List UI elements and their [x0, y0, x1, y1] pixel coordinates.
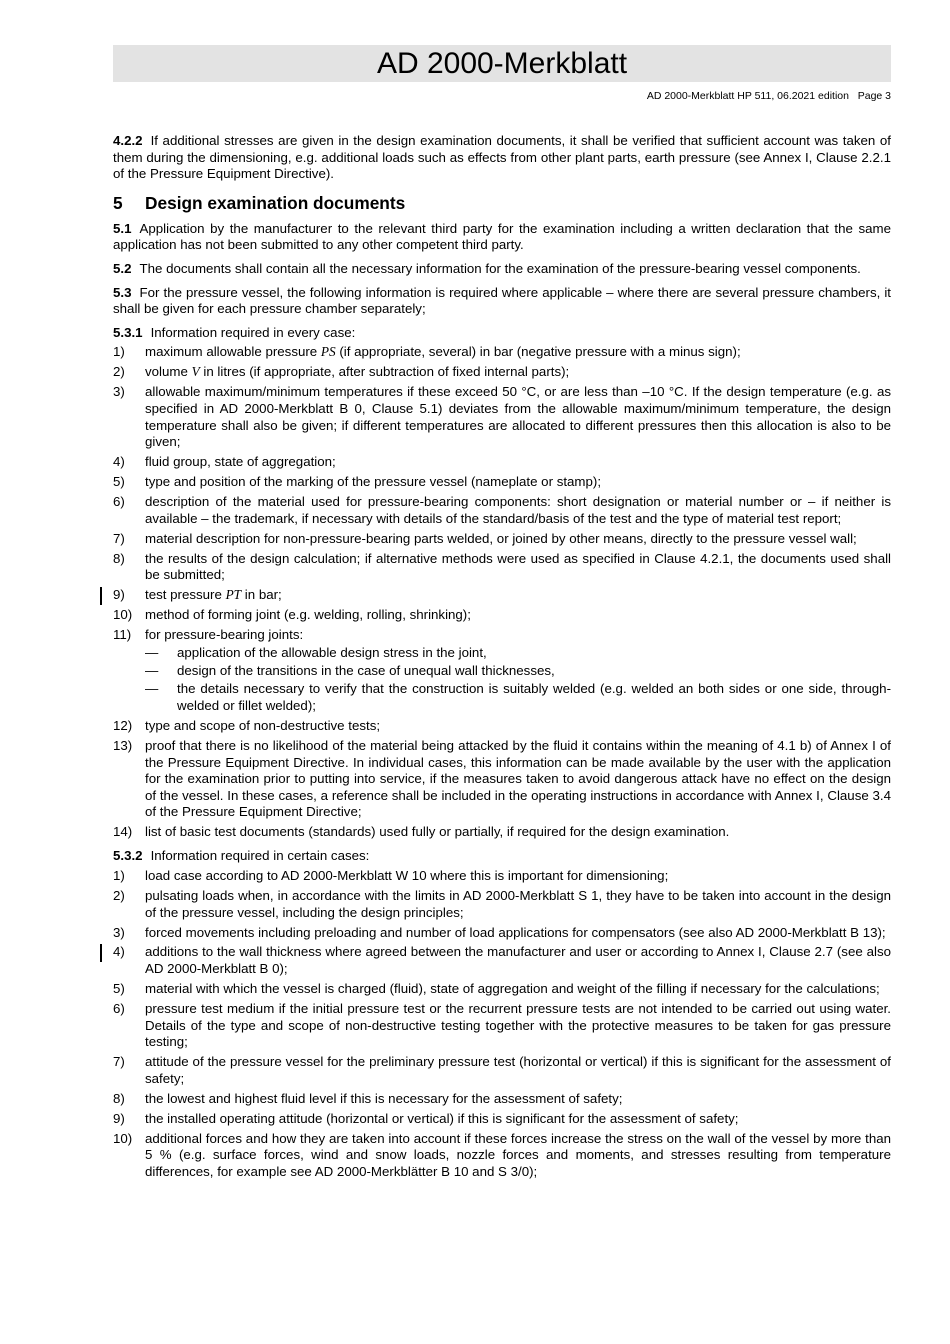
clause-text: If additional stresses are given in the design examination documents, it shall be verified that sufficient account was taken of them during the dimensioning, e.g. additional loads such as effects from other plant parts, earth pressure (see Annex I, Clause 2.2.1 of the Pressure Equipment Directive). [113, 133, 891, 182]
item-text: description of the material used for pressure-bearing components: short designation or material number or – if neither is available – the trademark, if necessary with details of the standard/basis of the test and the type of material test report; [145, 494, 891, 526]
item-text: for pressure-bearing joints: [145, 627, 304, 643]
list-item [113, 824, 891, 841]
list-item [113, 344, 891, 361]
item-text: list of basic test documents (standards) used fully or partially, if required for the design examination. [145, 824, 730, 840]
list-item [113, 1111, 891, 1128]
item-text: forced movements including preloading and number of load applications for compensators (see also AD 2000-Merkblatt B 13); [145, 924, 886, 940]
item-text: the lowest and highest fluid level if this is necessary for the assessment of safety; [145, 1090, 623, 1106]
item-text: type and position of the marking of the pressure vessel (nameplate or stamp); [145, 474, 602, 490]
sub-item [113, 681, 891, 714]
item-number: 13) [113, 738, 133, 753]
list-item [113, 888, 891, 921]
list-item [113, 454, 891, 471]
list-item [113, 1131, 891, 1181]
clause-5-3 [113, 285, 891, 318]
list-item [113, 981, 891, 998]
list-item [113, 494, 891, 527]
item-number: 6) [113, 494, 125, 510]
list-item [113, 627, 891, 644]
item-text: the results of the design calculation; if alternative methods were used as specified in Clause 4.2.1, the documents used shall be submitted; [145, 550, 891, 583]
list-item [113, 474, 891, 491]
clause-number: 5.3 [113, 284, 132, 300]
item-text: pulsating loads when, in accordance with the limits in AD 2000-Merkblatt S 1, they have to be taken into account in the design of the pressure vessel, including the design principles; [145, 887, 891, 920]
item-number: 3) [113, 924, 125, 940]
list-item [113, 531, 891, 548]
clause-5-3-2 [113, 848, 891, 865]
item-number: 10) [113, 607, 133, 623]
clause-text: Information required in every case: [150, 324, 356, 340]
item-number: 4) [113, 944, 125, 960]
list-item [113, 1091, 891, 1108]
section-heading [113, 193, 891, 213]
list-item [113, 1001, 891, 1051]
list-item [113, 384, 891, 450]
item-text: fluid group, state of aggregation; [145, 454, 336, 470]
clause-number: 5.3.2 [113, 848, 143, 864]
item-text: material with which the vessel is charged (fluid), state of aggregation and weight of the filling if necessary for the calculations; [145, 981, 880, 997]
item-number: 8) [113, 1090, 125, 1106]
clause-5-2 [113, 261, 891, 278]
dash-marker: — [145, 663, 159, 679]
item-number: 7) [113, 530, 125, 546]
item-text: volume [145, 364, 192, 380]
item-text: proof that there is no likelihood of the material being attacked by the fluid it contains within the meaning of 4.1 b) of Annex I of the Pressure Equipment Directive. In individual cases, this information can be made available by the user with the application for the examination prior to putting into service, if the measures taken to avoid dangerous attack have no effect on the design of the vessel. In these cases, a reference shall be included in the operating instructions in accordance with Annex I, Clause 3.4 of the Pressure Equipment Directive; [145, 738, 891, 820]
list-item [113, 551, 891, 584]
item-number: 1) [113, 344, 125, 360]
sub-item-text: application of the allowable design stress in the joint, [177, 645, 487, 661]
clause-number: 5.3.1 [113, 324, 143, 340]
change-bar [100, 587, 102, 605]
item-text: additional forces and how they are taken into account if these forces increase the stress on the wall of the vessel by more than 5 % (e.g. surface forces, wind and snow loads, nozzle forces and moments, and stresses resulting from temperature differences, for example see AD 2000-Merkblätter B 10 and S 3/0); [145, 1130, 891, 1179]
item-number: 7) [113, 1054, 125, 1070]
sub-item-text: the details necessary to verify that the construction is suitably welded (e.g. welded an both sides or one side, through-welded or fillet welded); [177, 681, 891, 714]
item-text: in litres (if appropriate, after subtraction of fixed internal parts); [199, 364, 570, 380]
item-text: pressure test medium if the initial pressure test or the recurrent pressure tests are not intended to be carried out using water. Details of the type and scope of non-destructive testing together with the protective measures to be taken for gas pressure testing; [145, 1001, 891, 1050]
item-number: 1) [113, 867, 125, 883]
section-number: 5 [113, 192, 123, 213]
item-text: material description for non-pressure-bearing parts welded, or joined by other means, directly to the pressure vessel wall; [145, 530, 857, 546]
item-number: 4) [113, 454, 125, 470]
item-text: test pressure [145, 587, 226, 603]
symbol-pt: PT [225, 587, 242, 603]
item-text: type and scope of non-destructive tests; [145, 718, 381, 734]
list-item [113, 738, 891, 821]
section-title: Design examination documents [145, 192, 406, 213]
item-number: 9) [113, 1110, 125, 1126]
item-number: 5) [113, 474, 125, 490]
document-page [113, 45, 891, 1184]
item-text: maximum allowable pressure [145, 344, 321, 360]
item-number: 3) [113, 384, 125, 400]
page-header: AD 2000-Merkblatt HP 511, 06.2021 edition Page 3 [646, 90, 891, 102]
dash-marker: — [145, 681, 159, 697]
item-text: attitude of the pressure vessel for the preliminary pressure test (horizontal or vertical) if this is significant for the assessment of safety; [145, 1054, 891, 1086]
item-number: 2) [113, 887, 125, 903]
symbol-ps: PS [320, 344, 336, 360]
sub-item-text: design of the transitions in the case of unequal wall thicknesses, [177, 663, 555, 679]
item-text: the installed operating attitude (horizontal or vertical) if this is significant for the assessment of safety; [145, 1110, 739, 1126]
clause-text: The documents shall contain all the necessary information for the examination of the pressure-bearing vessel components. [139, 260, 861, 276]
document-banner: AD 2000-Merkblatt [113, 45, 891, 82]
item-text: method of forming joint (e.g. welding, rolling, shrinking); [145, 607, 471, 623]
sub-item [113, 663, 891, 680]
clause-text: Information required in certain cases: [150, 848, 370, 864]
list-item [113, 587, 891, 604]
list-item [113, 944, 891, 977]
item-number: 11) [113, 627, 132, 643]
symbol-v: V [191, 364, 200, 380]
item-text: in bar; [241, 587, 282, 603]
change-bar [100, 944, 102, 962]
clause-number: 4.2.2 [113, 133, 143, 148]
item-number: 10) [113, 1130, 133, 1146]
list-item [113, 1054, 891, 1087]
sub-item [113, 645, 891, 662]
list-item [113, 607, 891, 624]
clause-5-1 [113, 221, 891, 254]
clause-text: For the pressure vessel, the following information is required where applicable – where there are several pressure chambers, it shall be given for each pressure chamber separately; [113, 284, 891, 317]
clause-text: Application by the manufacturer to the relevant third party for the examination including a written declaration that the same application has not been submitted to any other competent third party. [113, 220, 891, 253]
item-number: 12) [113, 718, 133, 734]
clause-number: 5.2 [113, 260, 132, 276]
item-number: 8) [113, 550, 125, 566]
item-number: 9) [113, 587, 125, 603]
dash-marker: — [145, 645, 159, 661]
list-item [113, 868, 891, 885]
item-text: allowable maximum/minimum temperatures if these exceed 50 °C, or are less than –10 °C. If the design temperature (e.g. as specified in AD 2000-Merkblatt B 0, Clause 5.1) deviates from the allowable maximum/minimum temperature, the design temperature shall also be given; if different temperatures are allocated to different pressures then this allocation is also to be given; [145, 384, 891, 450]
item-text: load case according to AD 2000-Merkblatt W 10 where this is important for dimensioning; [145, 867, 669, 883]
clause-number: 5.1 [113, 220, 132, 236]
item-number: 14) [113, 824, 133, 840]
item-number: 6) [113, 1001, 125, 1017]
list-item [113, 364, 891, 381]
clause-5-3-1 [113, 325, 891, 342]
item-number: 2) [113, 364, 125, 380]
list-item [113, 718, 891, 735]
item-number: 5) [113, 981, 125, 997]
item-text: additions to the wall thickness where agreed between the manufacturer and user or according to Annex I, Clause 2.7 (see also AD 2000-Merkblatt B 0); [145, 944, 891, 977]
list-item [113, 925, 891, 942]
item-text: (if appropriate, several) in bar (negative pressure with a minus sign); [335, 344, 741, 360]
clause-4-2-2 [113, 133, 891, 183]
